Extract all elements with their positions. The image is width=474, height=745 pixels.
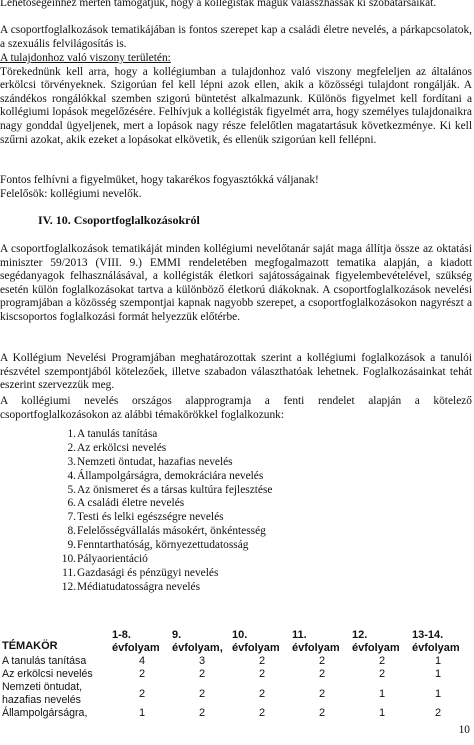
- table-row-label: A tanulás tanítása: [2, 655, 87, 667]
- property-section-body: Törekednünk kell arra, hogy a kollégiumban a tulajdonhoz való viszony megfeleljen az általános erkölcsi törvényeknek. Szigorúan fel kell lépni azok ellen, akik a közösségi tulajdont rongálják. A szándékos rongálókkal szemben szigorú büntetést alkalmazunk. Különös figyelmet kell fordítani a kollégiumi lopások megelőzésére. Felhívjuk a kollégisták figyelmét arra, hogy személyes tulajdonaikra nagy gonddal ügyeljenek, mert a lopások nagy része felelőtlen magatartásuk következménye. Ki kell szűrni azokat, akik ezeket a lopásokat elkövetik, és ellenük szigorúan kell fellépni.: [0, 65, 472, 146]
- table-header-cell: 13-14. évfolyam: [412, 629, 460, 654]
- table-cell: 3: [198, 655, 206, 667]
- list-item: 9. Fenntarthatóság, környezettudatosság: [67, 539, 249, 552]
- table-row-label: Az erkölcsi nevelés: [2, 668, 93, 680]
- topics-hours-table: [2, 629, 464, 720]
- table-cell: 2: [378, 668, 386, 680]
- table-cell: 2: [198, 668, 206, 680]
- table-cell: 2: [318, 687, 326, 700]
- paragraph-program: A Kollégium Nevelési Programjában meghatározottak szerint a kollégiumi foglalkozások a tanulói részvétel szempontjából kötelezőek, illetve szabadon választhatóak lehetnek. Foglalkozásainkat tehát eszerint szervezzük meg.: [0, 352, 472, 392]
- list-item: 12. Médiatudatosságra nevelés: [61, 580, 201, 593]
- table-header-row: [2, 629, 464, 655]
- table-row: [2, 681, 464, 707]
- table-cell: 1: [378, 707, 386, 719]
- table-cell: 2: [318, 668, 326, 680]
- table-row-label: Nemzeti öntudat, hazafias nevelés: [2, 681, 83, 706]
- table-cell: 2: [434, 707, 442, 719]
- table-row-label: Állampolgárságra,: [2, 707, 88, 719]
- paragraph-savings: Fontos felhívni a figyelmüket, hogy takarékos fogyasztókká váljanak!: [0, 174, 319, 186]
- topics-list: [0, 428, 470, 595]
- list-item: 10. Pályaorientáció: [61, 553, 148, 566]
- table-header-cell: 12. évfolyam: [352, 629, 400, 654]
- table-header-cell: 9. évfolyam,: [172, 629, 223, 654]
- table-cell: 2: [258, 707, 266, 719]
- table-header-cell: 10. évfolyam: [232, 629, 280, 654]
- list-item: 8. Felelősségvállalás másokért, önkéntesség: [67, 525, 266, 538]
- table-cell: 2: [138, 687, 146, 700]
- paragraph-property: [0, 52, 472, 147]
- paragraph-roommates: Lehetőségeinhez mérten támogatjuk, hogy a kollégisták maguk válasszhassák ki szobatársaikat.: [0, 0, 437, 9]
- table-cell: 2: [318, 707, 326, 719]
- list-item: 5. Az önismeret és a társas kultúra fejlesztése: [67, 483, 273, 496]
- table-cell: 2: [258, 668, 266, 680]
- list-item: 4. Állampolgárságra, demokráciára nevelés: [67, 469, 264, 482]
- table-cell: 2: [198, 707, 206, 719]
- property-section-title: A tulajdonhoz való viszony területén:: [0, 52, 171, 64]
- table-cell: 4: [138, 655, 146, 667]
- table-header-cell: TÉMAKÖR: [2, 640, 58, 652]
- page-number: 10: [458, 724, 470, 736]
- table-cell: 2: [258, 687, 266, 700]
- table-cell: 2: [138, 668, 146, 680]
- list-item: 6. A családi életre nevelés: [67, 497, 185, 510]
- table-cell: 1: [434, 655, 442, 667]
- table-cell: 1: [138, 707, 146, 719]
- paragraph-family-life: A csoportfoglalkozások tematikájában is fontos szerepet kap a családi életre nevelés, a párkapcsolatok, a szexuális felvilágosítás is.: [0, 24, 472, 50]
- list-item: 2. Az erkölcsi nevelés: [67, 441, 167, 454]
- table-cell: 1: [434, 668, 442, 680]
- paragraph-responsible: Felelősök: kollégiumi nevelők.: [0, 188, 142, 200]
- table-row: [2, 668, 464, 681]
- table-row: [2, 655, 464, 668]
- table-row: [2, 707, 464, 720]
- paragraph-topics-intro: A kollégiumi nevelés országos alapprogramja a fenti rendelet alapján a kötelező csoportfoglalkozásokon az alábbi témakörökkel foglalkozunk:: [0, 395, 472, 421]
- list-item: 1. A tanulás tanítása: [67, 428, 158, 440]
- table-header-cell: 11. évfolyam: [292, 629, 340, 654]
- section-heading: IV. 10. Csoportfoglalkozásokról: [38, 213, 200, 227]
- list-item: 3. Nemzeti öntudat, hazafias nevelés: [67, 455, 233, 468]
- table-cell: 1: [378, 687, 386, 700]
- table-cell: 2: [198, 687, 206, 700]
- paragraph-group-sessions: A csoportfoglalkozások tematikáját minden kollégiumi nevelőtanár saját maga állítja össze az oktatási miniszter 59/2013 (VIII. 9.) EMMI rendeletében megfogalmazott tematika alapján, a kiadott segédanyagok felhasználásával, a kollégisták életkori sajátosságainak figyelembevételével, szükség esetén külön foglalkozásokat tartva a különböző életkorú diákoknak. A csoportfoglalkozások nevelési programjában a közösség szempontjai kapnak nagyobb szerepet, a csoportfoglalkozásokon nagyrészt a kiscsoportos foglalkozási formát helyezzük előtérbe.: [0, 243, 472, 323]
- table-cell: 1: [434, 687, 442, 700]
- table-header-cell: 1-8. évfolyam: [112, 629, 160, 654]
- table-cell: 2: [258, 655, 266, 667]
- table-cell: 2: [318, 655, 326, 667]
- list-item: 7. Testi és lelki egészségre nevelés: [67, 511, 224, 524]
- table-cell: 2: [378, 655, 386, 667]
- list-item: 11. Gazdasági és pénzügyi nevelés: [62, 566, 219, 579]
